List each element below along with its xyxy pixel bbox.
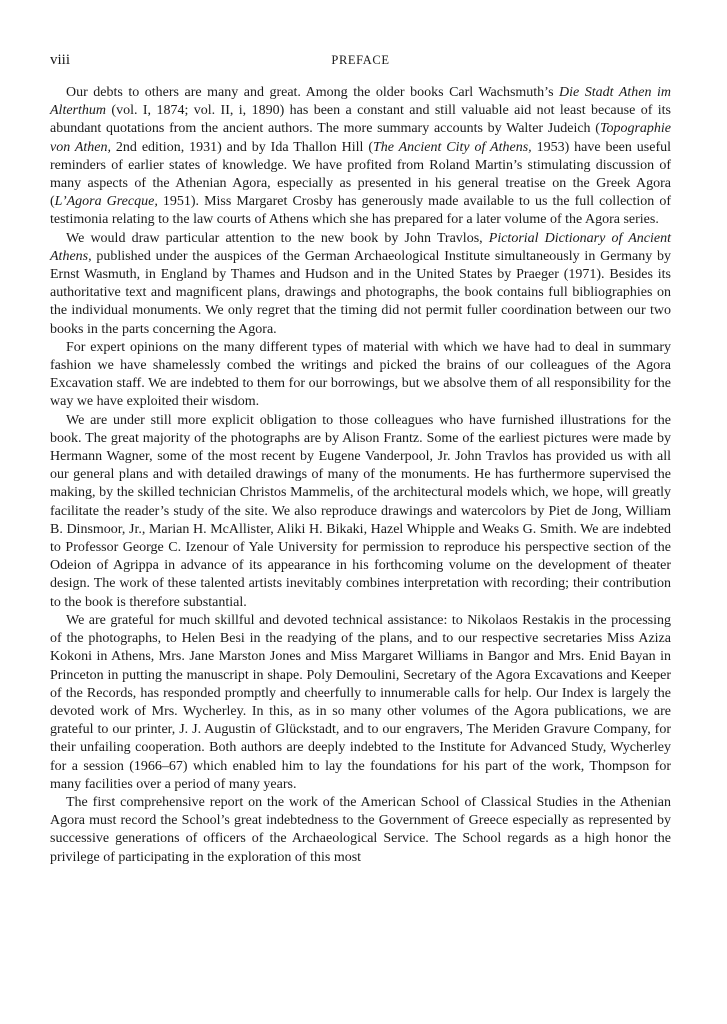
body-text xyxy=(50,84,671,867)
text-run: (vol. I, 1874; vol. II, i, 1890) has been a constant and still valuable aid not least because of its abundant quotations from the ancient authors. The more summary accounts by Walter Judeich ( xyxy=(50,103,671,137)
running-title: PREFACE xyxy=(331,53,390,67)
text-run: 1951). Miss Margaret Crosby has generously made available to us the full collection of testimonia relating to the law courts of Athens which she has prepared for a later volume of the Agora series. xyxy=(50,194,671,228)
paragraph xyxy=(50,412,671,612)
paragraph xyxy=(50,339,671,412)
italic-title: Pictorial Dictionary of Ancient Athens, xyxy=(50,230,671,264)
italic-title: L’Agora Grecque, xyxy=(54,194,158,210)
text-run: We would draw particular attention to the new book by John Travlos, xyxy=(66,230,489,246)
running-head xyxy=(50,50,671,70)
paragraph xyxy=(50,230,671,339)
paragraph xyxy=(50,794,671,867)
italic-title: Die Stadt Athen im Alterthum xyxy=(50,85,671,119)
text-run: The first comprehensive report on the work of the American School of Classical Studies in the Athenian Agora must record the School’s great indebtedness to the Government of Greece especially as represented by successive generations of officers of the Archaeological Service. The School regards as a high honor the privilege of participating in the exploration of this most xyxy=(50,794,671,865)
text-run: 2nd edition, 1931) and by Ida Thallon Hill ( xyxy=(111,139,373,155)
text-run: We are under still more explicit obligation to those colleagues who have furnished illustrations for the book. The great majority of the photographs are by Alison Frantz. Some of the earliest pictures were made by Hermann Wagner, some of the most recent by Eugene Vanderpool, Jr. John Travlos has provided us with all our general plans and with detailed drawings of many of the monuments. He has furthermore supervised the making, by the skilled technician Christos Mammelis, of the architectural models which, we hope, will greatly facilitate the reader’s study of the site. We also reproduce drawings and watercolors by Piet de Jong, William B. Dinsmoor, Jr., Marian H. McAllister, Aliki H. Bikaki, Hazel Whipple and Weaks G. Smith. We are indebted to Professor George C. Izenour of Yale University for permission to reproduce his perspective section of the Odeion of Agrippa in advance of its appearance in his forthcoming volume on the development of theater design. The work of these talented artists inevitably combines interpretation with recording; their contribution to the book is therefore substantial. xyxy=(50,412,671,610)
paragraph xyxy=(50,612,671,794)
italic-title: Topographie von Athen, xyxy=(50,121,671,155)
text-run: published under the auspices of the German Archaeological Institute simultaneously in Germany by Ernst Wasmuth, in England by Thames and Hudson and in the United States by Praeger (1971). Besides its authoritative text and magnificent plans, drawings and photographs, the book contains full bibliographies on the individual monuments. We only regret that the timing did not permit fuller coordination between our two books in the parts concerning the Agora. xyxy=(50,248,671,337)
italic-title: The Ancient City of Athens, xyxy=(372,139,532,155)
book-page xyxy=(50,50,671,867)
text-run: We are grateful for much skillful and devoted technical assistance: to Nikolaos Restakis in the processing of the photographs, to Helen Besi in the readying of the plans, and to our respective secretaries Miss Aziza Kokoni in Athens, Mrs. Jane Marston Jones and Miss Margaret Williams in Bangor and Mrs. Enid Bayan in Princeton in putting the manuscript in shape. Poly Demoulini, Secretary of the Agora Excavations and Keeper of the Records, has responded promptly and cheerfully to innumerable calls for help. Our Index is largely the devoted work of Mrs. Wycherley. In this, as in so many other volumes of the Agora publications, we are grateful to our printer, J. J. Augustin of Glückstadt, and to our engravers, The Meriden Gravure Company, for their unfailing cooperation. Both authors are deeply indebted to the Institute for Advanced Study, Wycherley for a session (1966–67) which enabled him to lay the foundations for his part of the work, Thompson for many facilities over a period of many years. xyxy=(50,612,671,792)
text-run: For expert opinions on the many different types of material with which we have had to deal in summary fashion we have shamelessly combed the writings and picked the brains of our colleagues of the Agora Excavation staff. We are indebted to them for our borrowings, but we absolve them of all responsibility for the way we have exploited their wisdom. xyxy=(50,339,671,410)
paragraph xyxy=(50,84,671,230)
page-number: viii xyxy=(50,52,71,68)
text-run: 1953) have been useful reminders of earlier states of knowledge. We have profited from Roland Martin’s stimulating discussion of many aspects of the Athenian Agora, especially as presented in his general treatise on the Greek Agora ( xyxy=(50,139,672,210)
text-run: Our debts to others are many and great. Among the older books Carl Wachsmuth’s xyxy=(66,85,560,100)
